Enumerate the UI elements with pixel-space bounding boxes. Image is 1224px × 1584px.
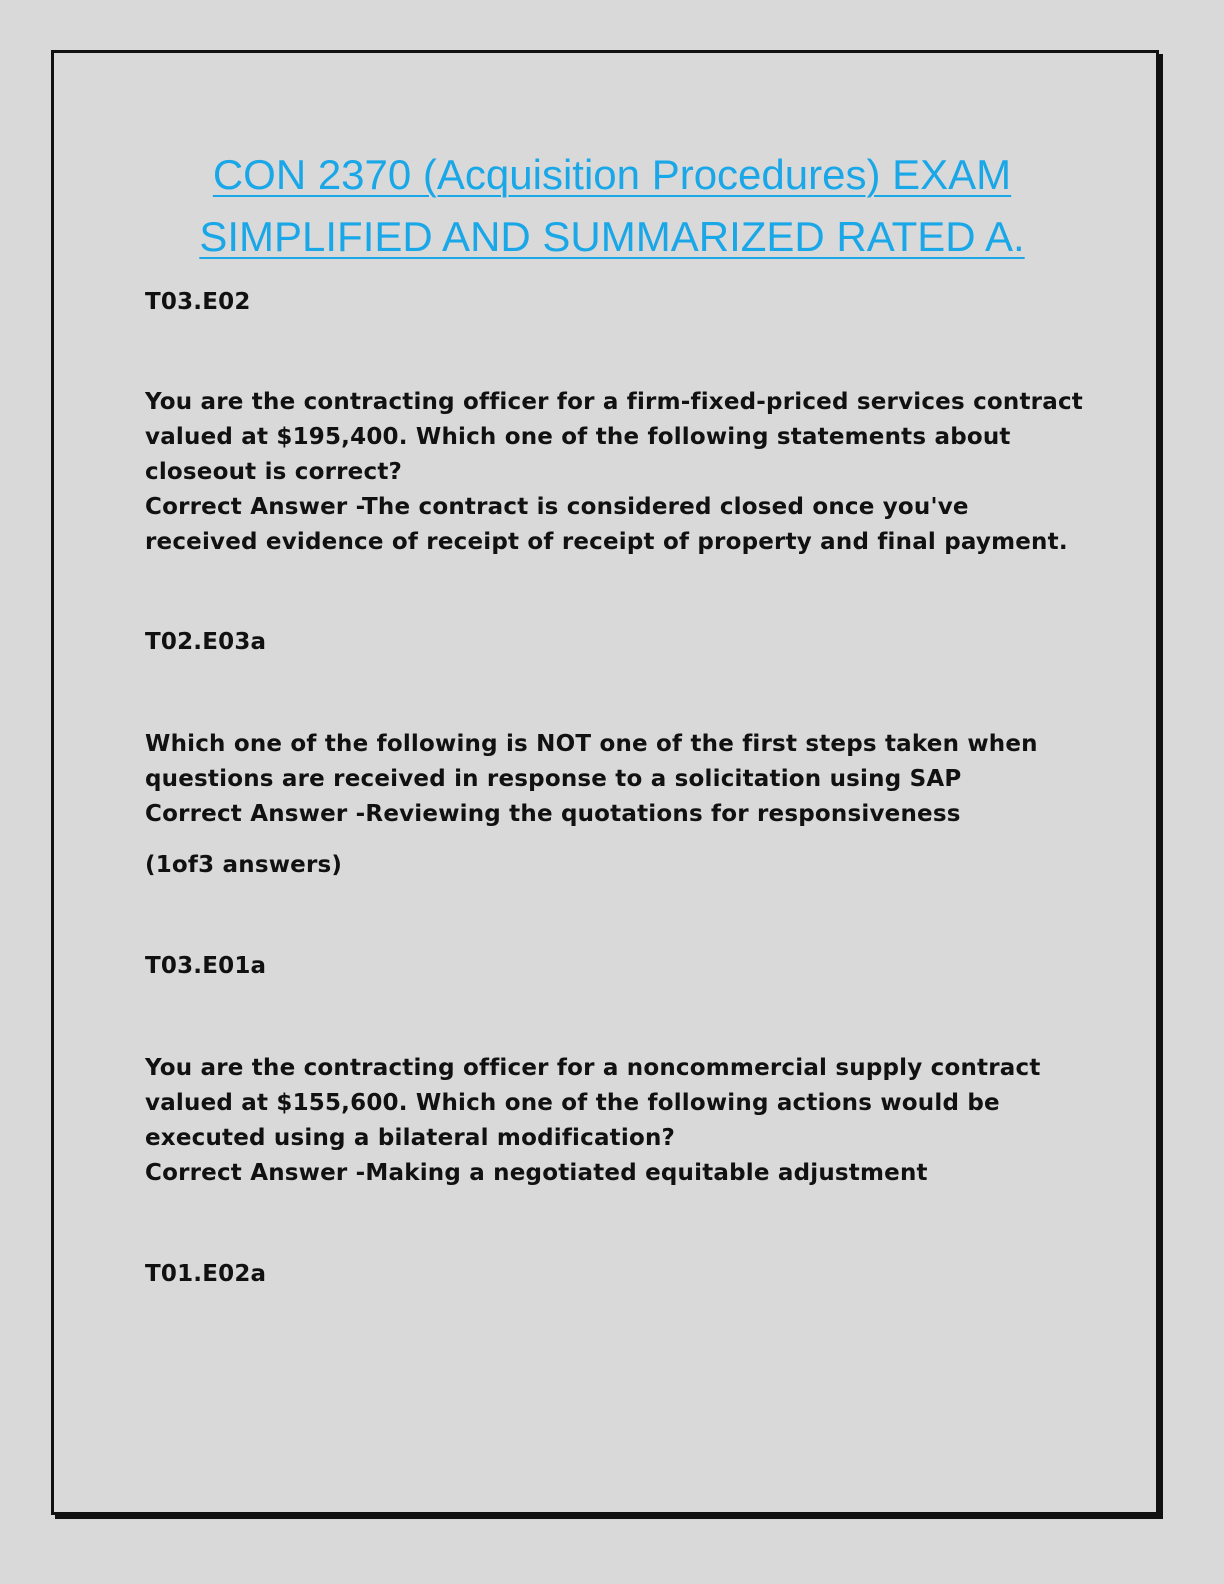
- document-title: [0, 144, 1224, 268]
- question-code: T03.E01a: [145, 953, 267, 979]
- question-code: T01.E02a: [145, 1261, 267, 1287]
- answer-text: Correct Answer -Reviewing the quotations for responsiveness: [145, 801, 961, 827]
- answer-text: Correct Answer -The contract is considered closed once you've received evidence of receipt of receipt of property and final payment.: [145, 494, 1068, 555]
- question-block: [145, 385, 1085, 560]
- answer-note: (1of3 answers): [145, 852, 343, 878]
- question-code: T03.E02: [145, 289, 251, 315]
- title-line-1: CON 2370 (Acquisition Procedures) EXAM: [212, 151, 1012, 198]
- question-block: [145, 727, 1085, 832]
- question-text: You are the contracting officer for a noncommercial supply contract valued at $155,600. Which one of the following actions would be executed using a bilateral modification?: [145, 1055, 1041, 1151]
- question-code: T02.E03a: [145, 629, 267, 655]
- title-line-2: SIMPLIFIED AND SUMMARIZED RATED A.: [199, 213, 1025, 260]
- answer-text: Correct Answer -Making a negotiated equitable adjustment: [145, 1160, 928, 1186]
- question-text: Which one of the following is NOT one of the first steps taken when questions are received in response to a solicitation using SAP: [145, 731, 1038, 792]
- question-text: You are the contracting officer for a firm-fixed-priced services contract valued at $195,400. Which one of the following statements about closeout is correct?: [145, 389, 1083, 485]
- question-block: [145, 1051, 1085, 1191]
